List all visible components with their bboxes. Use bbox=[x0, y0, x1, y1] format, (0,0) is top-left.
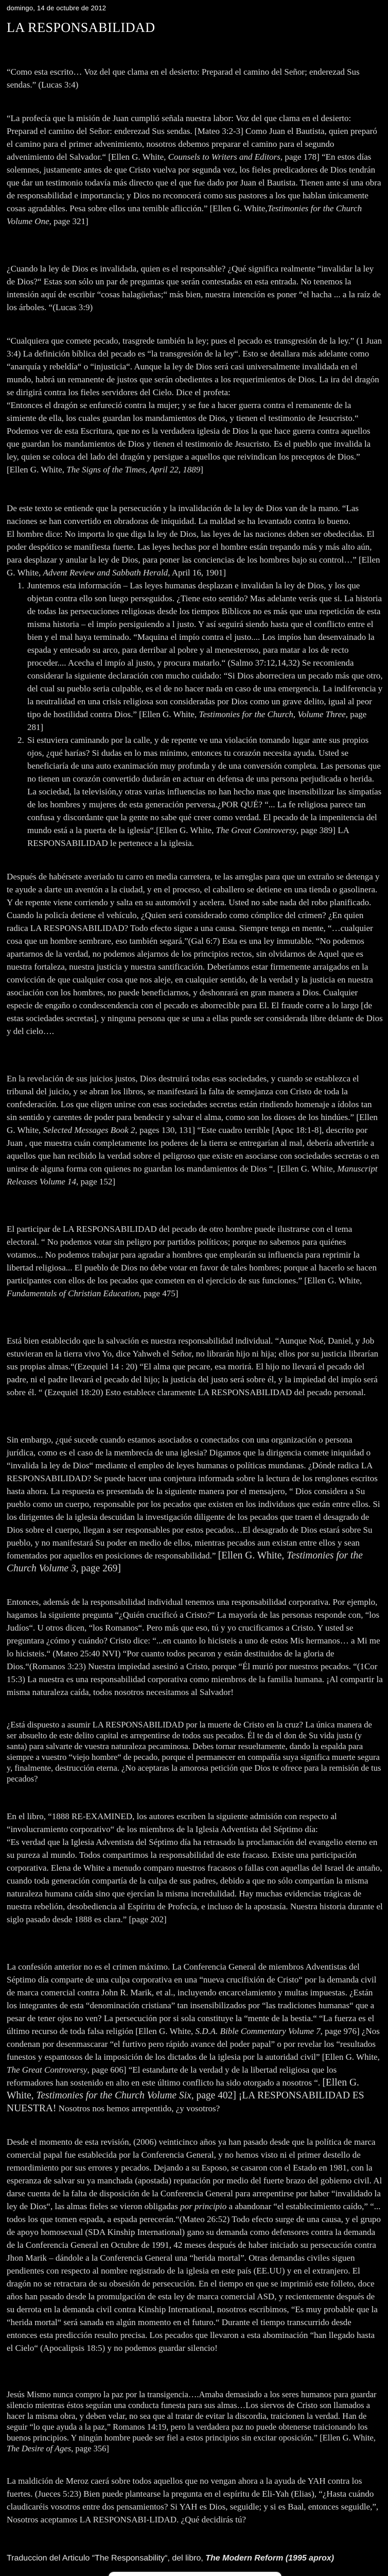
text-run: Desde el momento de esta revisión, (2006) veinticinco años ya han pasado desde que la política de marca comercial papal fue establecida por la Conferencia General, y no hemos visto ni el primer destello de remordimiento por sus errores y pecados. Dejando a su Esposo, se casaron con el Estado en 1981, con la esperanza de salvar su ya manchada (apostada) reputación por medio del fuerte brazo del gobierno civil. Al darse cuenta de la falta de disposición de la Conferencia General para arrepentirse por haber “invalidado la ley de Dios“, las almas fieles se vieron obligadas bbox=[7, 2137, 382, 2211]
text-run: The Modern Reform (1995 aprox) bbox=[205, 2554, 334, 2563]
text-run: “Entonces el dragón se enfureció contra la mujer; y se fue a hacer guerra contra el remanente de la simiente de ella, los cuales guardan los mandamientos de Dios, y tienen el testimonio de Jesucristo.“ Podemos ver de esta Escritura, que no es la verdadera iglesia de Dios la que hace guerra contra aquellos que guardan los mandamientos de Dios y tienen el testimonio de Jesucristo. Es el pueblo que invalida la ley, quien se coloca del lado del dragón y persigue a aquellos que reivindican los preceptos de Dios.” [Ellen G. White, bbox=[7, 400, 371, 474]
text-run: , page 269] bbox=[76, 1563, 121, 1574]
text-run: Advent Review and Sabbath Herald bbox=[43, 568, 168, 578]
text-run: De este texto se entiende que la persecución y la invalidación de la ley de Dios van de la mano. “Las naciones se han convertido en obradoras de iniquidad. La maldad se ha levantado contra lo bueno. bbox=[7, 503, 359, 526]
article-paragraph bbox=[7, 2136, 383, 2354]
text-run: The Desire of Ages bbox=[7, 2444, 72, 2453]
text-run: The Signs of the Times, April 22, 1889 bbox=[66, 465, 201, 474]
article-paragraph bbox=[7, 502, 383, 579]
text-run: , page 606] “El estandarte de la verdad y de la libertad religiosa que los reformadores han sostenido en alto en este último conflicto ha sido otorgado a nosotros “. bbox=[7, 2065, 337, 2088]
text-run: Jesús Mismo nunca compro la paz por la transigencia….Amaba demasiado a los seres humanos para guardar silencio mientras éstos seguían una conducta funesta para sus almas…Los siervos de Cristo son llamados a hacer la misma obra, y deben velar, no sea que al tratar de evitar la discordia, traicionen la verdad. Han de seguir “lo que ayuda a la paz,” Romanos 14:19, pero la verdadera paz no puede obtenerse traicionando los buenos principios. Y ningún hombre puede ser fiel a estos principios sin excitar oposición.” [Ellen G. White, bbox=[7, 2389, 377, 2443]
text-run: Después de habérsete averiado tu carro en media carretera, te las arreglas para que un extraño se detenga y te ayude a darte un aventón a la ciudad, y en el proceso, el caballero se detiene en una tienda o gasolinera. Y de repente viene corriendo y salta en su automóvil y acelera. Usted no sabe nada del robo planificado. Cuando la policía detiene el vehículo, ¿Quien será considerado como cómplice del crimen? ¿En quien radica LA RESPONSABILIDAD? Todo efecto sigue a una causa. Siempre tenga en mente, “…cualquier cosa que un hombre sembrare, eso también segará.”(Gal 6:7) Esta es una ley inmutable. “No podemos apartarnos de la verdad, no podemos alejarnos de los principios rectos, sin olvidarnos de Aquel que es nuestra fortaleza, nuestra justicia y nuestra santificación. Deberíamos estar firmemente arraigados en la convicción de que cualquier cosa que nos aleje, en cualquier sentido, de la verdad y la justicia en nuestra asociación con los hombres, no puede beneficiarnos, y deshonrará en gran manera a Dios. Cualquier especie de engaño o condescendencia con el pecado es aborrecible para El. El fraude corre a lo largo [de estas sociedades secretas], y ninguna persona que se una a ellas puede ser considerada libre delante de Dios y del cielo…. bbox=[7, 872, 383, 1036]
article-paragraph bbox=[7, 2389, 383, 2454]
text-run: , pages 130, 131] “Este cuadro terrible [Apoc 18:1-8], descrito por Juan , que muestra cuán completamente los poderes de la tierra se entregarían al mal, debería advertirle a aquellos que han recibido la verdad sobre el peligroso que existe en asociarse con sociedades secretas o en unirse de alguna forma con quienes no guardan los mandamientos de Dios “. [Ellen G. White, bbox=[7, 1125, 379, 1174]
translation-note bbox=[7, 2552, 383, 2565]
text-run: ¿Está dispuesto a asumir LA RESPONSABILIDAD por la muerte de Cristo en la cruz? La única manera de ser absuelto de este delito capital es arrepentirse de todos sus pecados. Él te da el don de Su vida justa (y santa) para salvarte de vuestra naturaleza pecaminosa. Debes tornar resueltamente, dando la espalda para siempre a vuestro “viejo hombre“ de pecado, porque el permanecer en compañía suya significa muerte segura y, finalmente, destrucción eterna. ¿No aceptaras la amorosa petición que Dios te ofrece para la remisión de tus pecados? bbox=[7, 1720, 381, 1784]
list-item bbox=[26, 734, 383, 850]
text-run: S.D.A. Bible Commentary Volume 7 bbox=[195, 2026, 321, 2036]
text-run: , page 475] bbox=[139, 1289, 179, 1298]
article-paragraph bbox=[7, 334, 383, 476]
text-run: El participar de LA RESPONSABILIDAD del pecado de otro hombre puede ilustrarse con el tema electoral. “ No podemos votar sin peligro por partidos políticos; porque no sabemos para quiénes votamos... No podemos trabajar para agradar a hombres que emplearán su influencia para reprimir la libertad religiosa... El pueblo de Dios no debe votar en favor de tales hombres; porque al hacerlo se hacen participantes con ellos de los pecados que cometen en el ejercicio de sus funciones.” [Ellen G. White, bbox=[7, 1224, 377, 1285]
text-run: “Cualquiera que comete pecado, trasgrede también la ley; pues el pecado es transgresión de la ley.” (1 Juan 3:4) La definición bíblica del pecado es “la transgresión de la ley“. Esto se detallara más adelante como “anarquía y rebeldía“ o “injusticia“. Aunque la ley de Dios será casi universalmente invalidada en el mundo, habrá un remanente de justos que serán obedientes a los requerimientos de Dios. La ira del dragón se dirigirá contra los fieles servidores del Cielo. Dice el profeta: bbox=[7, 336, 382, 397]
numbered-list bbox=[7, 579, 383, 850]
text-run: La maldición de Meroz caerá sobre todos aquellos que no vengan ahora a la ayuda de YAH contra los fuertes. (Jueces 5:23) Bien puede plantearse la pregunta en el espíritu de Eli-Yah (Elias), “¿Hasta cuándo claudicaréis vosotros entre dos pensamientos? Si YAH es Dios, seguidle; y si es Baal, entonces seguidle,”, Nosotros aceptamos LA RESPONSABI-LIDAD. ¿Qué decidirás tú? bbox=[7, 2476, 379, 2524]
text-run: , page 389] LA RESPONSABILIDAD le pertenece a la iglesia. bbox=[27, 825, 349, 848]
text-run: Está bien establecido que la salvación es nuestra responsabilidad individual. “Aunque Noé, Daniel, y Job estuvieran en la tierra vivo Yo, dice Yahweh el Señor, no librarán hijo ni hija; ellos por su justicia librarían sus propias almas.“(Ezequiel 14 : 20) “El alma que pecare, esa morirá. El hijo no llevará el pecado del padre, ni el padre llevará el pecado del hijo; la justicia del justo será sobre él, y la impiedad del impío será sobre él. “ (Ezequiel 18:20) Esto establece claramente LA RESPONSABILIDAD del pecado personal. bbox=[7, 1336, 379, 1397]
article-paragraph bbox=[7, 1072, 383, 1188]
text-run: Manuscript Releases Volume 14 bbox=[7, 1164, 378, 1187]
article-paragraph bbox=[7, 262, 383, 314]
text-run: “Como esta escrito… Voz del que clama en el desierto: Preparad el camino del Señor; enderezad Sus sendas.” (Lucas 3:4) bbox=[7, 67, 360, 90]
article-paragraph bbox=[7, 65, 383, 91]
text-run: ] bbox=[200, 465, 203, 474]
article-paragraph bbox=[7, 112, 383, 228]
article-paragraph bbox=[7, 1719, 383, 1784]
text-run: , page 976] ¿Nos condenan por desenmascarar “el furtivo pero rápido avance del poder papal” o por revelar los “resultados funestos y espantosos de la imposición de los dictados de la iglesia por la autoridad civil” [Ellen G. White, bbox=[7, 2026, 380, 2062]
post-date: domingo, 14 de octubre de 2012 bbox=[7, 4, 107, 12]
article-paragraph bbox=[7, 1334, 383, 1399]
text-run: , page 281] bbox=[27, 709, 367, 732]
text-run: ¿Cuando la ley de Dios es invalidada, quien es el responsable? ¿Qué significa realmente “invalidar la ley de Dios?“ Estas son sólo un par de preguntas que serán contestadas en esta entrada. No tenemos la intensión aquí de escribir “cosas halagüeñas;“ más bien, nuestra intención es poner “el hacha ... a la raíz de los árboles. “(Lucas 3:9) bbox=[7, 264, 381, 312]
text-run: “Es verdad que la Iglesia Adventista del Séptimo día ha retrasado la proclamación del evangelio eterno en su pureza al mundo. Todos compartimos la responsabilidad de este fracaso. Existe una participación corporativa. Elena de White a menudo comparo nuestros fracasos o fallas con aquellas del Israel de antaño, cuando toda generación compartía de la culpa de sus padres, debido a que no sólo compartían la misma naturaleza humana caída sino que ejercían la misma incredulidad. Hay muchas evidencias trágicas de nuestra rebelión, desobediencia al Espíritu de Profecía, e incluso de la apostasía. Nuestra historia durante el siglo pasado desde 1888 es clara.” [page 202] bbox=[7, 1837, 383, 1924]
text-run: Counsels to Writers and Editors bbox=[168, 152, 280, 162]
page-title: LA RESPONSABILIDAD bbox=[7, 20, 155, 35]
article-paragraph bbox=[7, 1596, 383, 1699]
text-run: The Great Controversy bbox=[7, 2065, 87, 2075]
article-paragraph bbox=[7, 2475, 383, 2526]
article-body bbox=[7, 65, 383, 2565]
text-run: Si estuviera caminando por la calle, y de repente ve una violación tomando lugar ante sus propios ojos, ¿qué harías? Si dudas en lo mas mínimo, entonces tu corazón necesita ayuda. Usted se beneficiaría de una auto exanimación muy profunda y de una conversión completa. Las personas que no tienen un corazón convertido dudarán en actuar en defensa de una persona perjudicada o herida. La sociedad, la televisión,y otras varias influencias no han hecho mas que insensibilizar las simpatías de los hombres y mujeres de esta generación perversa.¿POR QUÉ? “... La fe religiosa parece tan confusa y discordante que la gente no sabe qué creer como verdad. El pecado de la impenitencia del mundo está a la puerta de la iglesia“.[Ellen G. White, bbox=[27, 735, 382, 835]
article-paragraph bbox=[7, 870, 383, 1038]
text-run: The Great Controversy bbox=[216, 825, 296, 835]
article-paragraph bbox=[7, 1223, 383, 1300]
post-image[interactable] bbox=[109, 2572, 281, 2576]
text-run: Testimonies for the Church Volume Six bbox=[36, 2090, 191, 2101]
text-run: “La profecía que la misión de Juan cumplió señala nuestra labor: Voz del que clama en el desierto: Preparad el camino del Señor: enderezad Sus sendas. [Mateo 3:2-3] Como Juan el Bautista, quien preparó el camino para el primer advenimiento, nosotros debemos preparar el camino para el segundo advenimiento del Salvador.“ [Ellen G. White, bbox=[7, 113, 377, 162]
text-run: Selected Messages Book 2 bbox=[43, 1125, 135, 1135]
text-run: El hombre dice: No importa lo que diga la ley de Dios, las leyes de las naciones deben ser obedecidas. El poder despótico se manifiesta fuerte. Las leyes hechas por el hombre están trepando más y más alto aún, para desplazar y anular la ley de Dios, para poner las conciencias de los hombres bajo su control…” [Ellen G. White, bbox=[7, 529, 380, 578]
text-run: Sin embargo, ¿qué sucede cuando estamos asociados o conectados con una organización o persona jurídica, como es el caso de la membrecía de una iglesia? Digamos que la dirigencia comete iniquidad o “invalida la ley de Dios“ mediante el empleo de leyes humanas o políticas mundanas. ¿Dónde radica LA RESPONSABILIDAD? Se puede hacer una conjetura informada sobre la lectura de los renglones escritos hasta ahora. La respuesta es presentada de la siguiente manera por el mensajero, “ Dios considera a Su pueblo como un cuerpo, responsable por los pecados que existen en los individuos que están entre ellos. Si los dirigentes de la iglesia descuidan la investigación diligente de los pecados que traen el desagrado de Dios sobre el cuerpo, llegan a ser responsables por estos pecados…El desagrado de Dios estará sobre Su pueblo, y no manifestará Su poder en medio de ellos, mientras pecados aun existan entre ellos y sean fomentados por aquellos en posiciones de responsabilidad.” bbox=[7, 1435, 380, 1561]
text-run: Entonces, además de la responsabilidad individual tenemos una responsabilidad corporativa. Por ejemplo, hagamos la siguiente pregunta “¿Quién crucificó a Cristo?“ La mayoría de las personas responde con, “los Judíos“. U otros dicen, “los Romanos“. Pero más que eso, tú y yo crucificamos a Cristo. Y usted se preguntara ¿cómo y cuándo? Cristo dice: “...en cuanto lo hicisteis a uno de estos Mis hermanos… a Mi me lo hicisteis.“ (Mateo 25:40 NVI) “Por cuanto todos pecaron y están destituidos de la gloria de Dios.“(Romanos 3:23) Nuestra impiedad asesinó a Cristo, porque “Él murió por nuestros pecados. “(1Cor 15:3) La nuestra es una responsabilidad corporativa como miembros de la familia humana. ¡Al compartir la misma naturaleza caída, todos nosotros necesitamos al Salvador! bbox=[7, 1597, 383, 1697]
text-run: , April 16, 1901] bbox=[168, 568, 226, 578]
text-run: Fundamentals of Christian Education bbox=[7, 1289, 139, 1298]
text-run: [Ellen G. White, bbox=[7, 2077, 359, 2101]
text-run: , page 402] ¡LA RESPONSABILIDAD ES NUESTRA! bbox=[7, 2090, 364, 2114]
text-run: a abandonar “el establecimiento caído,” “... todos los que tomen espada, a espada perecerán.“(Mateo 26:52) Todo efecto surge de una causa, y el grupo de apoyo homosexual (SDA Kinship International) gano su demanda como defensores contra la demanda de la Conferencia General en Octubre de 1991, 42 meses después de haber iniciado su persecución contra Jhon Marik – dándole a la Conferencia General una “herida mortal”. Otras demandas civiles siguen pendientes con respecto al nombre registrado de la iglesia en este país (EE.UU) y en el extranjero. El dragón no se retractara de su obsesión de persecución. En el tiempo en que se imprimió este folleto, doce años han pasado desde la promulgación de esta ley de marca comercial ASD, y recientemente después de su derrota en la demanda civil contra Kinship International, nosotros escribimos, “Es muy probable que la “herida mortal“ será sanada en algún momento en el futuro.“ Durante el tiempo transcurrido desde entonces esta predicción resulto precisa. Los pecados que llevaron a esta abominación “han llegado hasta el Cielo“ (Apocalipsis 18:5) y no podemos guardar silencio! bbox=[7, 2201, 381, 2353]
text-run: por principio bbox=[180, 2201, 227, 2211]
text-run: La confesión anterior no es el crimen máximo. La Conferencia General de miembros Adventistas del Séptimo día comparte de una culpa corporativa en una “nueva crucifixión de Cristo“ por la demanda civil de marca comercial contra John R. Marik, et al., incluyendo encarcelamiento y multas impuestas. ¿Están los integrantes de esta “denominación cristiana” tan insensibilizados por “las tradiciones humanas“ que a pesar de tener ojos no ven? La persecución por si sola constituye la “mente de la bestia.“ “La fuerza es el último recurso de toda falsa religión [Ellen G. White, bbox=[7, 1962, 377, 2036]
text-run: , page 356] bbox=[71, 2444, 109, 2453]
text-run: Testimonies for the Church Volume 3 bbox=[7, 1550, 363, 1574]
text-run: En la revelación de sus juicios justos, Dios destruirá todas esas sociedades, y cuando se establezca el tribunal del juicio, y se abran los libros, se manifestará la falta de semejanza con Cristo de toda la confederación. Los que eligen unirse con esas sociedades secretas están rindiendo homenaje a ídolos tan sin sentido y carentes de poder para bendecir y salvar el alma, como son los dioses de los hindúes.” [Ellen G. White, bbox=[7, 1074, 378, 1135]
text-run: Juntemos esta información – Las leyes humanas desplazan e invalidan la ley de Dios, y los que objetan contra ello son luego perseguidos. ¿Tiene esto sentido? Mas adelante verás que si. La historia de todas las persecuciones religiosas desde los tiempos Bíblicos no es más que una repetición de esta misma historia – el impío persiguiendo a l justo. Y así seguirá siendo hasta que el conflicto entre el bien y el mal haya terminado. “Maquina el impío contra el justo.... Los impíos han desenvainado la espada y entesado su arco, para derribar al pobre y al menesteroso, para matar a los de recto proceder.... Acecha el impío al justo, y procura matarlo.“ (Salmo 37:12,14,32) Se recomienda considerar la siguiente declaración con mucho cuidado: “Si Dios aborreciera un pecado más que otro, del cual su pueblo seria culpable, es el de no hacer nada en caso de una emergencia. La indiferencia y la neutralidad en una crisis religiosa son consideradas por Dios como un grave delito, igual al peor tipo de hostilidad contra Dios.” [Ellen G. White, bbox=[27, 581, 383, 719]
article-paragraph bbox=[7, 1810, 383, 1926]
article-paragraph bbox=[7, 1960, 383, 2115]
article-paragraph bbox=[7, 1433, 383, 1575]
list-item bbox=[26, 579, 383, 734]
text-run: En el libro, “1888 RE-EXAMINED, los autores escriben la siguiente admisión con respecto al “involucramiento corporativo“ de los miembros de la Iglesia Adventista del Séptimo día: bbox=[7, 1811, 337, 1834]
text-run: , page 178] “En estos días solemnes, justamente antes de que Cristo vuelva por segunda vez, los fieles predicadores de Dios tendrán que dar un testimonio todavía más directo que el que fue dado por Juan el Bautista. Tienen ante sí una obra de responsabilidad e importancia; y Dios no reconocerá como sus pastores a los que hablan únicamente cosas agradables. Pesa sobre ellos una temible aflicción.” [Ellen G. White, bbox=[7, 152, 381, 213]
text-run: Testimonies for the Church, Volume Three bbox=[199, 709, 346, 719]
text-run: , page 321] bbox=[49, 216, 89, 226]
text-run: [Ellen G. White, bbox=[218, 1550, 287, 1561]
text-run: Nosotros nos hemos arrepentido, ¿y vosotros? bbox=[56, 2104, 220, 2113]
text-run: , page 152] bbox=[76, 1177, 116, 1187]
text-run: Traduccion del Articulo “The Responsability“, del libro, bbox=[7, 2554, 206, 2563]
text-run: Testimonies for the Church Volume One bbox=[7, 204, 362, 226]
